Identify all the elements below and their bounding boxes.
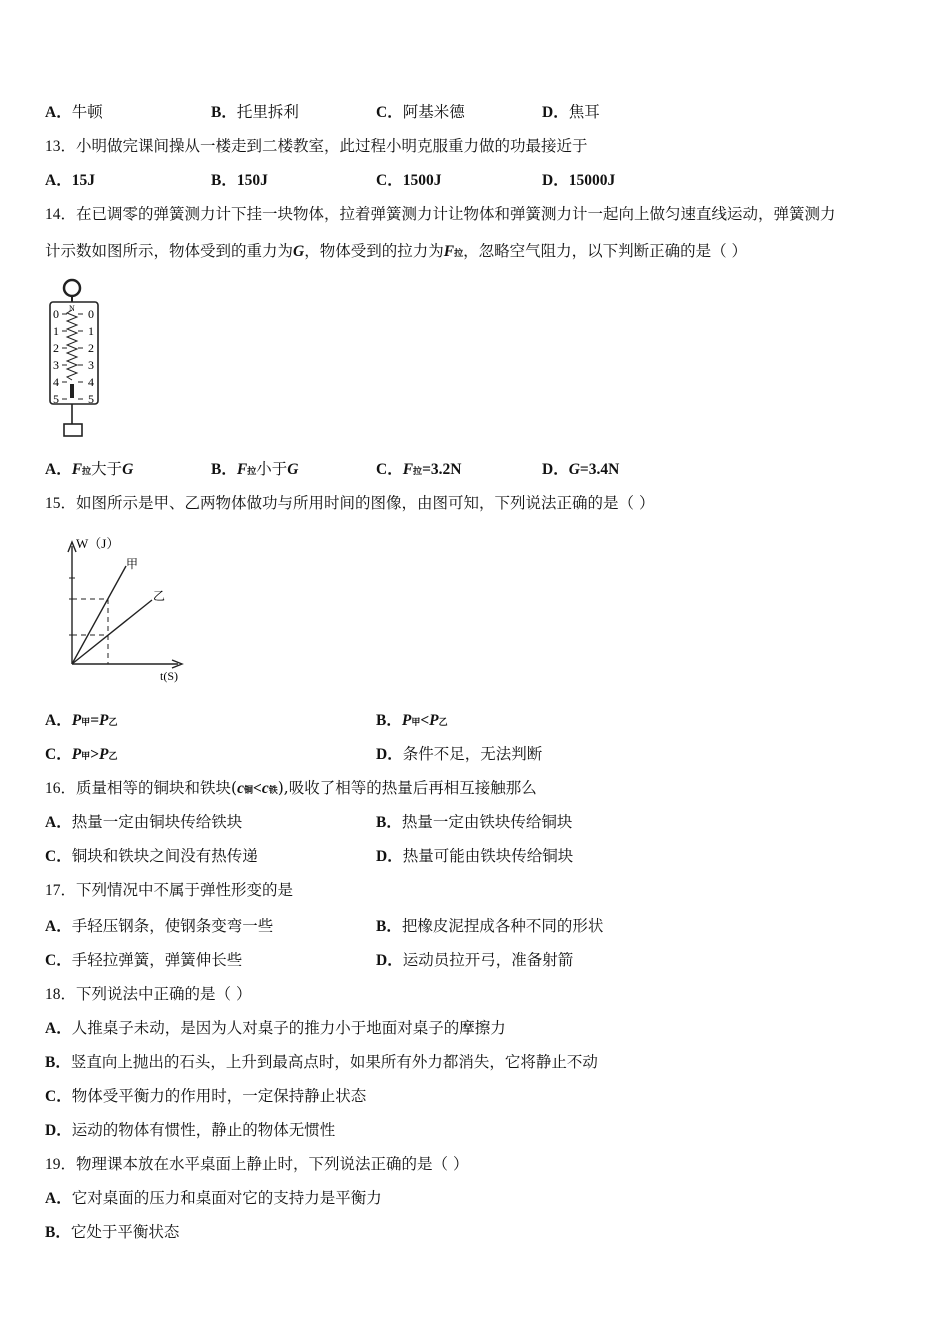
option-b: B．把橡皮泥捏成各种不同的形状 [376, 917, 604, 935]
option-b: B．托里拆利 [211, 103, 299, 121]
tick-right: 5 [88, 392, 94, 406]
option-d: D．运动员拉开弓，准备射箭 [376, 951, 574, 969]
q18-option-b: B．竖直向上抛出的石头，上升到最高点时，如果所有外力都消失，它将静止不动 [45, 1053, 598, 1071]
tick-left: 0 [53, 307, 59, 321]
option-d: D．15000J [542, 172, 616, 189]
option-c: C．P甲>P乙 [45, 746, 118, 763]
option-c: C．手轻拉弹簧，弹簧伸长些 [45, 951, 243, 969]
option-c: C．F拉=3.2N [376, 461, 462, 478]
option-a: A．手轻压钢条，使钢条变弯一些 [45, 917, 274, 935]
line-jia-label: 甲 [126, 557, 139, 571]
q18-stem: 18．下列说法中正确的是（ ） [45, 985, 252, 1003]
option-d: D．G=3.4N [542, 461, 620, 478]
q16-stem: 16．质量相等的铜块和铁块(c铜<c铁),吸收了相等的热量后再相互接触那么 [45, 779, 537, 797]
question-stem: 小明做完课间操从一楼走到二楼教室，此过程小明克服重力做的功最接近于 [76, 137, 588, 155]
option-b: B．F拉小于G [211, 460, 299, 478]
tick-left: 5 [53, 392, 59, 406]
question-number: 19． [45, 1156, 77, 1173]
question-number: 16． [45, 780, 77, 797]
spring-scale-figure [44, 278, 108, 440]
tick-right: 4 [88, 375, 94, 389]
q18-option-c: C．物体受平衡力的作用时，一定保持静止状态 [45, 1087, 367, 1105]
option-c: C．铜块和铁块之间没有热传递 [45, 847, 258, 865]
tick-right: 2 [88, 341, 94, 355]
option-c: C．1500J [376, 172, 442, 189]
q17-stem: 17．下列情况中不属于弹性形变的是 [45, 881, 294, 899]
option-d: D．条件不足，无法判断 [376, 745, 543, 763]
option-d: D．焦耳 [542, 103, 600, 121]
option-a: A．热量一定由铜块传给铁块 [45, 813, 243, 831]
option-a: A．15J [45, 172, 95, 189]
q19-stem: 19．物理课本放在水平桌面上静止时，下列说法正确的是（ ） [45, 1155, 469, 1173]
q18-option-d: D．运动的物体有惯性，静止的物体无惯性 [45, 1121, 336, 1139]
tick-left: 4 [53, 375, 59, 389]
option-a: A．牛顿 [45, 103, 103, 121]
option-d: D．热量可能由铁块传给铜块 [376, 847, 574, 865]
tick-left: 3 [53, 358, 59, 372]
line-yi [72, 600, 152, 664]
tick-left: 2 [53, 341, 59, 355]
option-a: A．F拉大于G [45, 460, 134, 478]
q19-option-a: A．它对桌面的压力和桌面对它的支持力是平衡力 [45, 1189, 382, 1207]
line-yi-label: 乙 [153, 589, 166, 603]
option-c: C．阿基米德 [376, 103, 465, 121]
q14-stem-line1: 14．在已调零的弹簧测力计下挂一块物体，拉着弹簧测力计让物体和弹簧测力计一起向上做匀速直线运动，弹簧测力 [45, 205, 836, 223]
question-number: 15． [45, 495, 77, 512]
question-number: 13． [45, 138, 77, 155]
tick-left: 1 [53, 324, 59, 338]
q19-option-b: B．它处于平衡状态 [45, 1223, 180, 1241]
tick-right: 3 [88, 358, 94, 372]
option-b: B．热量一定由铁块传给铜块 [376, 813, 573, 831]
y-axis-label: W（J） [76, 536, 120, 551]
q14-stem-line2: 计示数如图所示，物体受到的重力为G，物体受到的拉力为F拉，忽略空气阻力，以下判断正确的是（ ） [45, 242, 748, 260]
option-b: B．P甲<P乙 [376, 712, 448, 729]
option-b: B．150J [211, 172, 268, 189]
line-jia [72, 566, 126, 664]
question-number: 18． [45, 986, 77, 1003]
unit-label: N [69, 304, 75, 313]
tick-right: 0 [88, 307, 94, 321]
q13-stem [45, 136, 588, 157]
q15-stem: 15．如图所示是甲、乙两物体做功与所用时间的图像，由图可知，下列说法正确的是（ ） [45, 494, 655, 512]
work-time-graph [56, 532, 188, 684]
x-axis-label: t(S) [160, 669, 178, 683]
question-number: 17． [45, 882, 77, 899]
option-a: A．P甲=P乙 [45, 712, 118, 729]
q18-option-a: A．人推桌子未动，是因为人对桌子的推力小于地面对桌子的摩擦力 [45, 1019, 506, 1037]
question-number: 14． [45, 206, 77, 223]
tick-right: 1 [88, 324, 94, 338]
